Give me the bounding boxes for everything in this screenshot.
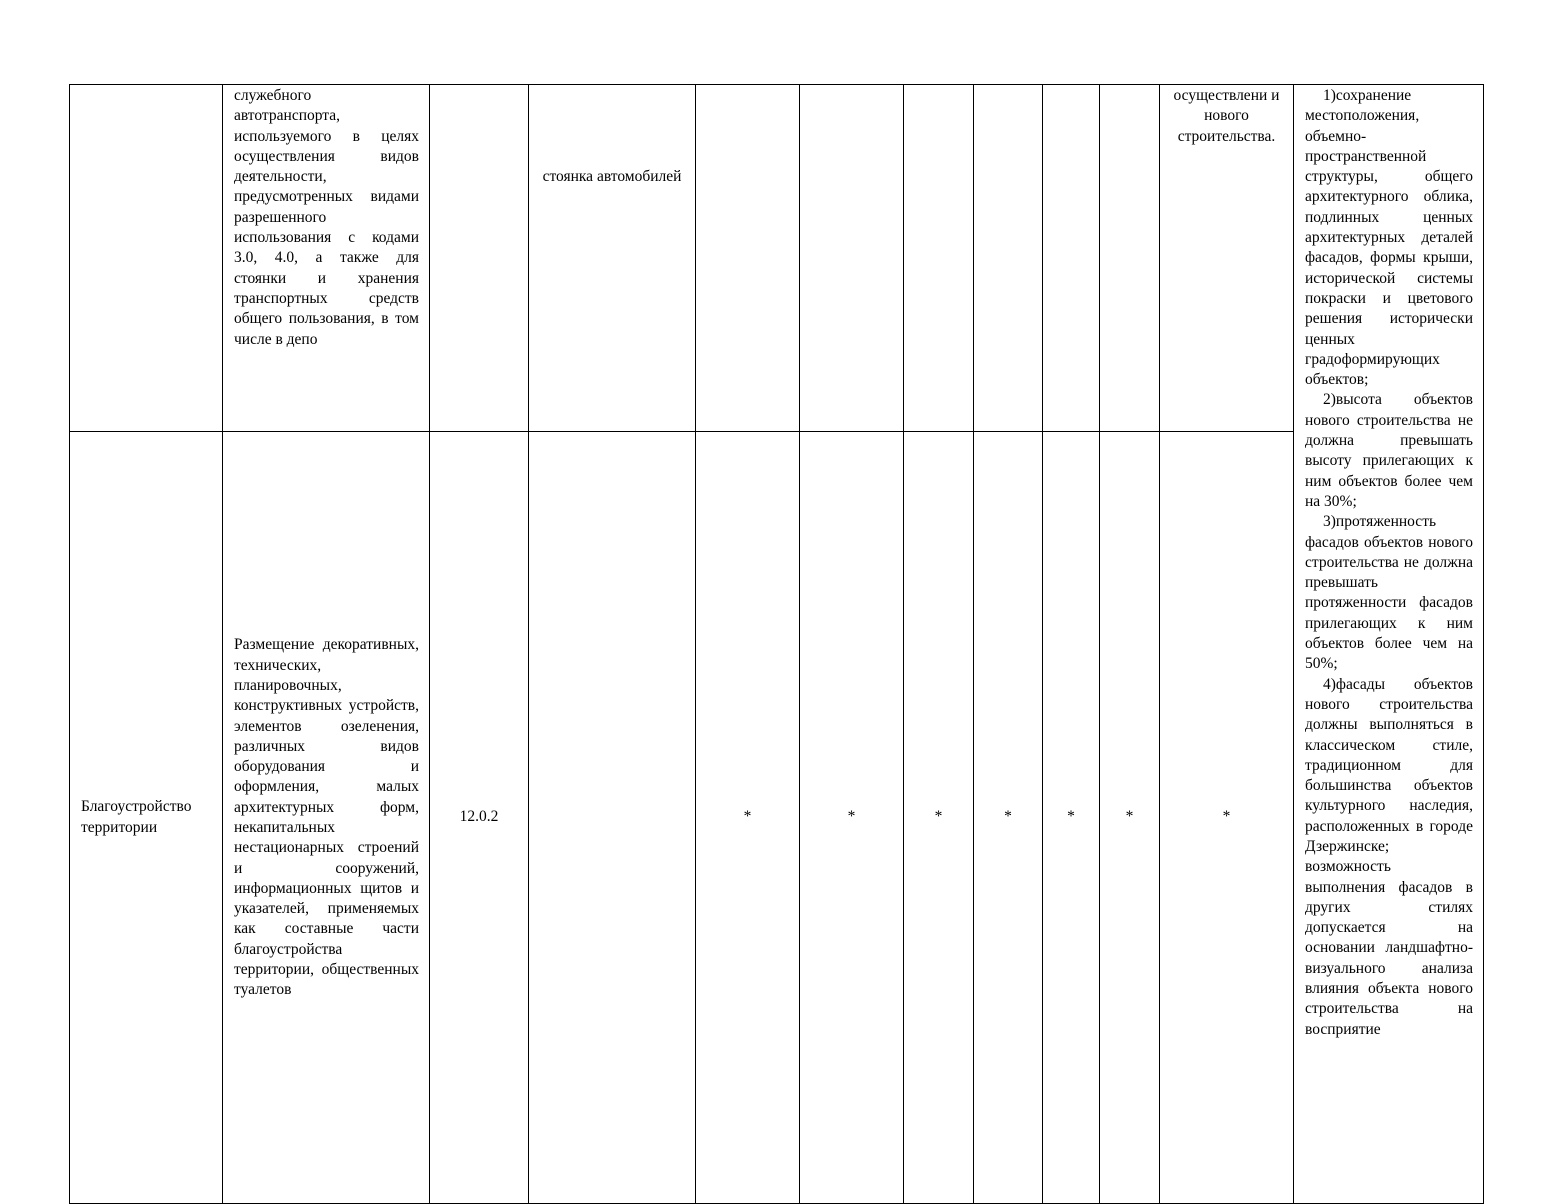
cell-mark: *: [974, 432, 1043, 1204]
cell-name-empty: [70, 85, 223, 432]
cell-empty: [904, 85, 974, 432]
cell-empty: [974, 85, 1043, 432]
cell-code: 12.0.2: [430, 432, 529, 1204]
table-row: [70, 85, 1484, 432]
cell-empty: [800, 85, 904, 432]
cell-note: осуществлени и нового строительства.: [1160, 85, 1294, 432]
requirement-item: 4)фасады объектов нового строительства должны выполняться в классическом стиле, традиционном для большинства объектов культурного наследия, расположенных в городе Дзержинске; возможность выполнения фасадов в других стилях допускается на основании ландшафтно-визуального анализа влияния объекта нового строительства на восприятие: [1305, 675, 1473, 1038]
requirement-item: 3)протяженность фасадов объектов нового строительства не должна превышать протяженности фасадов прилегающих к ним объектов более чем на 50%;: [1305, 513, 1473, 673]
cell-empty: [1043, 85, 1100, 432]
requirement-item: 1)сохранение местоположения, объемно-пространственной структуры, общего архитектурного облика, подлинных ценных архитектурных деталей фасадов, формы крыши, исторической системы покраски и цветового решения исторически ценных градоформирующих объектов;: [1305, 87, 1473, 389]
cell-description: служебного автотранспорта, используемого в целях осуществления видов деятельности, предусмотренных видами разрешенного использования с кодами 3.0, 4.0, а также для стоянки и хранения транспортных средств общего пользования, в том числе в депо: [223, 85, 430, 432]
requirement-item: 2)высота объектов нового строительства не должна превышать высоту прилегающих к ним объектов более чем на 30%;: [1305, 391, 1473, 510]
cell-requirements: [1294, 85, 1484, 1204]
cell-empty: [1100, 85, 1160, 432]
cell-mark: *: [800, 432, 904, 1204]
regulations-table: [69, 84, 1484, 1204]
cell-description: Размещение декоративных, технических, планировочных, конструктивных устройств, элементов озеленения, различных видов оборудования и оформления, малых архитектурных форм, некапитальных нестационарных строений и сооружений, информационных щитов и указателей, применяемых как составные части благоустройства территории, общественных туалетов: [223, 432, 430, 1204]
cell-mark: *: [1043, 432, 1100, 1204]
cell-name: Благоустройство территории: [70, 432, 223, 1204]
cell-mark: *: [1160, 432, 1294, 1204]
cell-mark: *: [904, 432, 974, 1204]
cell-code-empty: [430, 85, 529, 432]
table-row: [70, 432, 1484, 1204]
cell-empty: [696, 85, 800, 432]
cell-object-type-empty: [529, 432, 696, 1204]
cell-object-type: стоянка автомобилей: [529, 85, 696, 432]
cell-mark: *: [1100, 432, 1160, 1204]
cell-mark: *: [696, 432, 800, 1204]
